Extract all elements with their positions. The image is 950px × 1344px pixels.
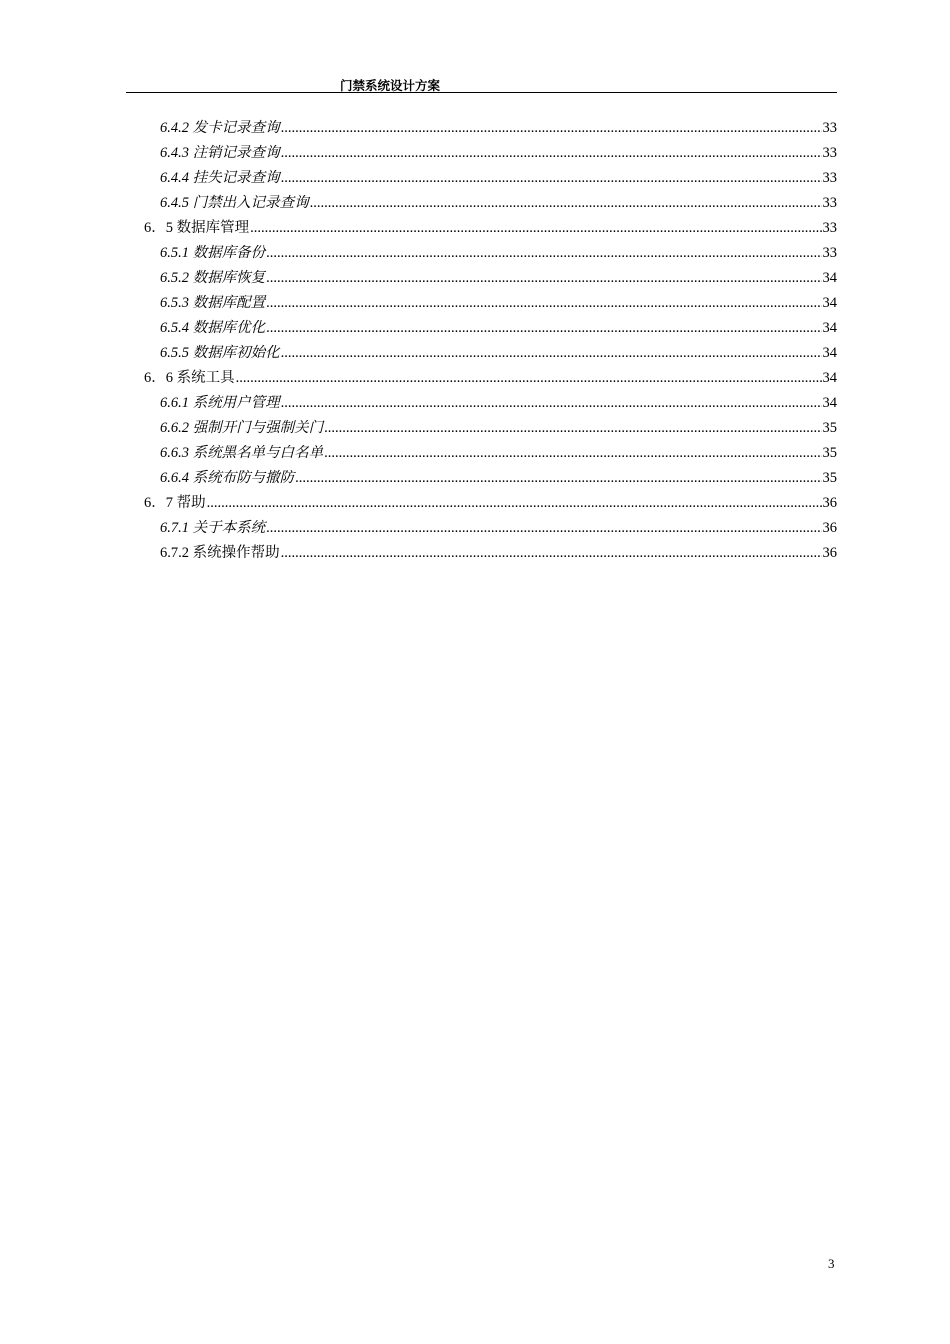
toc-entry[interactable]	[160, 391, 837, 415]
toc-entry[interactable]	[160, 416, 837, 440]
toc-leader-dots	[281, 341, 822, 365]
toc-entry-page: 33	[822, 220, 837, 236]
toc-entry-label: 6．5 数据库管理	[144, 220, 250, 236]
toc-entry-page: 35	[822, 420, 837, 436]
document-title: 门禁系统设计方案	[340, 78, 441, 93]
toc-leader-dots	[266, 316, 821, 340]
toc-entry-label: 6．7 帮助	[144, 495, 206, 511]
toc-entry-page: 34	[822, 395, 837, 411]
toc-entry[interactable]	[160, 141, 837, 165]
toc-entry-page: 34	[822, 320, 837, 336]
toc-leader-dots	[324, 441, 821, 465]
toc-entry-label: 6.7.2 系统操作帮助	[160, 545, 280, 561]
toc-entry-label: 6.5.4 数据库优化	[160, 320, 266, 336]
toc-entry[interactable]	[160, 466, 837, 490]
toc-leader-dots	[207, 491, 822, 515]
toc-entry[interactable]	[160, 241, 837, 265]
toc-entry-label: 6.7.1 关于本系统	[160, 520, 266, 536]
toc-leader-dots	[281, 541, 822, 565]
toc-leader-dots	[324, 416, 821, 440]
toc-leader-dots	[310, 191, 822, 215]
toc-entry-page: 34	[822, 370, 837, 386]
toc-entry-label: 6.6.4 系统布防与撤防	[160, 470, 295, 486]
toc-leader-dots	[236, 366, 822, 390]
toc-entry-page: 33	[822, 195, 837, 211]
toc-entry-label: 6.5.1 数据库备份	[160, 245, 266, 261]
toc-entry[interactable]	[160, 541, 837, 565]
toc-entry-page: 33	[822, 170, 837, 186]
toc-entry-page: 34	[822, 295, 837, 311]
toc-entry[interactable]	[160, 266, 837, 290]
toc-leader-dots	[266, 516, 821, 540]
toc-entry[interactable]	[144, 491, 837, 515]
toc-leader-dots	[266, 241, 821, 265]
toc-entry[interactable]	[160, 116, 837, 140]
toc-leader-dots	[281, 391, 822, 415]
toc-entry-label: 6.5.3 数据库配置	[160, 295, 266, 311]
toc-leader-dots	[281, 116, 822, 140]
toc-entry[interactable]	[144, 216, 837, 240]
toc-entry-label: 6.6.3 系统黑名单与白名单	[160, 445, 324, 461]
toc-leader-dots	[295, 466, 821, 490]
toc-leader-dots	[281, 166, 822, 190]
toc-entry[interactable]	[160, 316, 837, 340]
toc-entry-page: 33	[822, 245, 837, 261]
toc-leader-dots	[266, 266, 821, 290]
toc-entry[interactable]	[160, 166, 837, 190]
toc-entry-page: 36	[822, 545, 837, 561]
toc-entry-page: 36	[822, 520, 837, 536]
toc-entry-page: 33	[822, 145, 837, 161]
toc-entry-page: 33	[822, 120, 837, 136]
toc-entry-label: 6.6.1 系统用户管理	[160, 395, 280, 411]
page-number: 3	[828, 1256, 835, 1271]
toc-entry[interactable]	[160, 341, 837, 365]
toc-entry[interactable]	[160, 516, 837, 540]
toc-entry-page: 35	[822, 445, 837, 461]
toc-leader-dots	[266, 291, 821, 315]
toc-entry-label: 6.4.4 挂失记录查询	[160, 170, 280, 186]
toc-entry[interactable]	[160, 291, 837, 315]
toc-entry-page: 34	[822, 345, 837, 361]
toc-leader-dots	[250, 216, 821, 240]
toc-entry-page: 34	[822, 270, 837, 286]
toc-entry-label: 6.4.2 发卡记录查询	[160, 120, 280, 136]
toc-entry-label: 6.4.3 注销记录查询	[160, 145, 280, 161]
toc-entry-label: 6．6 系统工具	[144, 370, 235, 386]
toc-entry[interactable]	[144, 366, 837, 390]
toc-entry-page: 35	[822, 470, 837, 486]
toc-leader-dots	[281, 141, 822, 165]
toc-entry-page: 36	[822, 495, 837, 511]
toc-entry[interactable]	[160, 191, 837, 215]
toc-entry-label: 6.6.2 强制开门与强制关门	[160, 420, 324, 436]
toc-entry[interactable]	[160, 441, 837, 465]
toc-entry-label: 6.5.5 数据库初始化	[160, 345, 280, 361]
page-header	[126, 74, 837, 93]
toc-entry-label: 6.5.2 数据库恢复	[160, 270, 266, 286]
toc-entry-label: 6.4.5 门禁出入记录查询	[160, 195, 309, 211]
